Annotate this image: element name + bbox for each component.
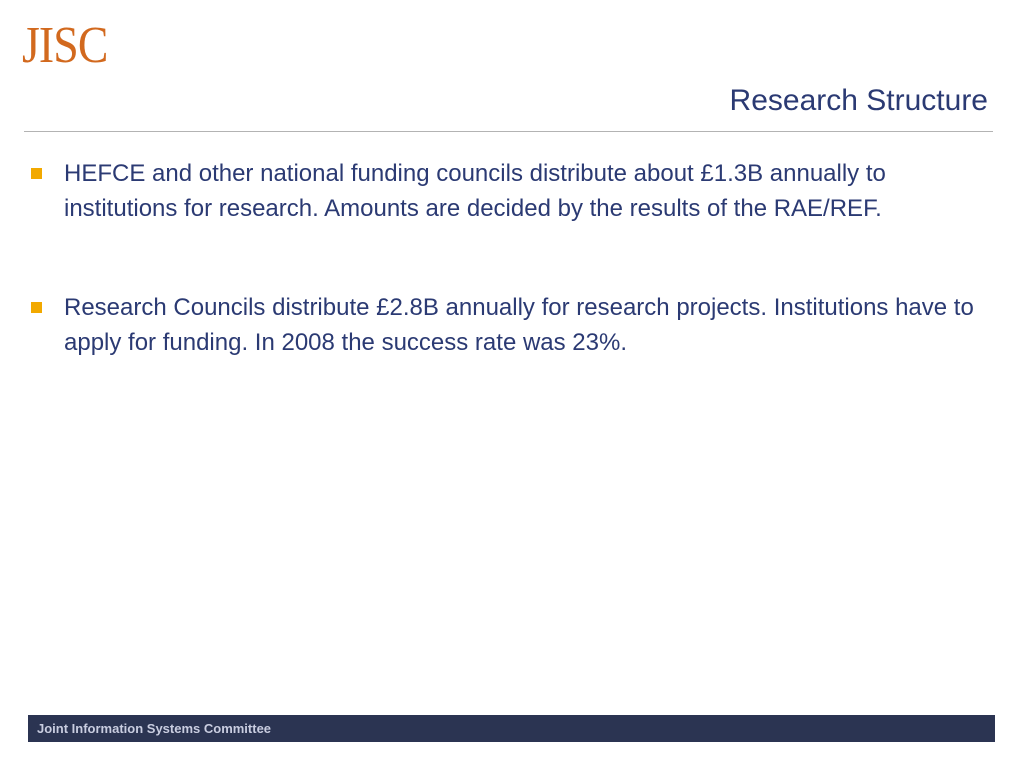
bullet-text: Research Councils distribute £2.8B annually for research projects. Institutions have to apply for funding. In 2008 the success rate was 23%. (64, 294, 974, 356)
jisc-logo: JISC (22, 17, 108, 74)
bullet-item (28, 156, 978, 226)
square-bullet-icon (31, 302, 42, 313)
bullet-item (28, 290, 978, 360)
title-divider (24, 131, 993, 132)
slide-title: Research Structure (729, 84, 988, 117)
bullet-list (28, 156, 978, 424)
square-bullet-icon (31, 168, 42, 179)
footer-text: Joint Information Systems Committee (37, 721, 272, 736)
bullet-text: HEFCE and other national funding councils distribute about £1.3B annually to institutions for research. Amounts are decided by the results of the RAE/REF. (64, 160, 886, 222)
footer-bar (28, 715, 995, 742)
